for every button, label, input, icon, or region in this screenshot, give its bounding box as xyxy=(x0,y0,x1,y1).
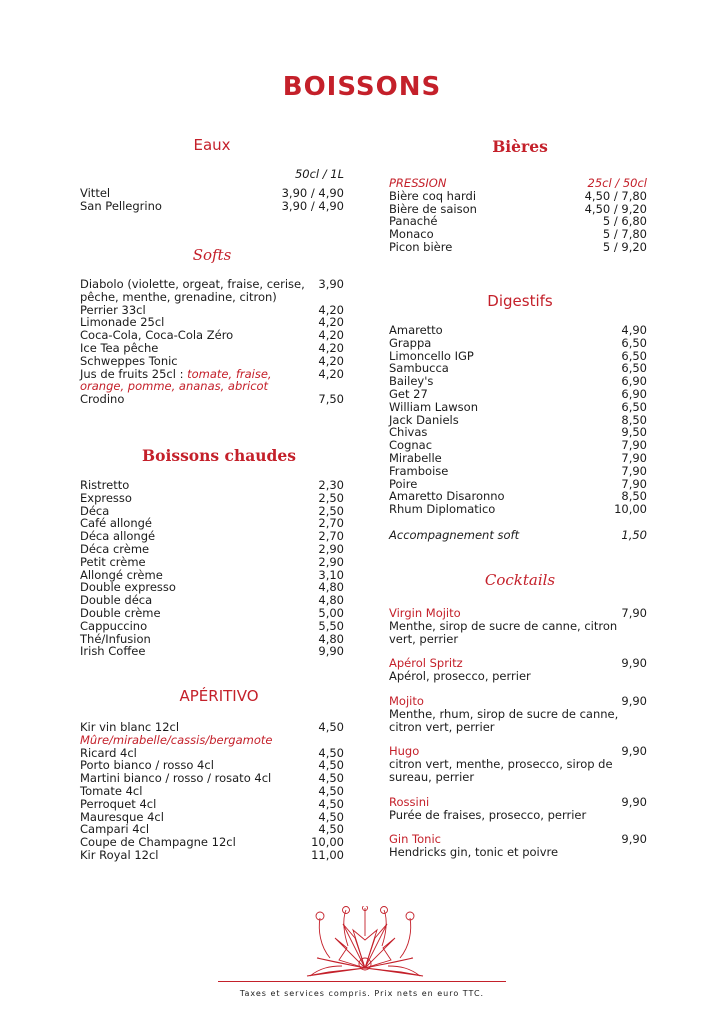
cocktail-price: 9,90 xyxy=(621,656,647,671)
eaux-size-header: 50cl / 1L xyxy=(294,167,344,181)
menu-item: Bailey's 6,90 xyxy=(389,374,647,389)
menu-item: Sambucca 6,50 xyxy=(389,361,647,376)
menu-item: Panaché 5 / 6,80 xyxy=(389,214,647,229)
menu-item: Diabolo (violette, orgeat, fraise, cerise, pêche, menthe, grenadine, citron) 3,90 xyxy=(80,277,344,304)
menu-item: Petit crème 2,90 xyxy=(80,554,344,569)
section-title-cocktails: Cocktails xyxy=(484,571,556,589)
cocktail-description: Purée de fraises, prosecco, perrier xyxy=(389,807,587,822)
menu-item: Kir vin blanc 12cl 4,50 xyxy=(80,720,344,734)
accompagnement-row: Accompagnement soft 1,50 xyxy=(389,527,647,542)
menu-item: Amaretto 4,90 xyxy=(389,323,647,337)
menu-item: Get 27 6,90 xyxy=(389,386,647,401)
cocktail-item xyxy=(389,745,647,783)
cocktail-item xyxy=(389,695,647,733)
section-title-aperitivo: APÉRITIVO xyxy=(179,687,259,705)
menu-item: Rhum Diplomatico 10,00 xyxy=(389,502,647,517)
menu-item: Ristretto 2,30 xyxy=(80,478,344,492)
cocktail-name: Hugo xyxy=(389,744,420,759)
menu-item: Vittel 3,90 / 4,90 xyxy=(80,185,344,200)
menu-item: Jack Daniels 8,50 xyxy=(389,412,647,427)
menu-item: Coca-Cola, Coca-Cola Zéro 4,20 xyxy=(80,328,344,343)
juice-flavours: tomate, fraise, orange, pomme, ananas, abricot xyxy=(80,366,272,394)
menu-item: Déca allongé 2,70 xyxy=(80,529,344,544)
section-title-boissons-chaudes: Boissons chaudes xyxy=(142,446,296,465)
menu-item: Limonade 25cl 4,20 xyxy=(80,315,344,330)
section-bieres xyxy=(389,177,647,254)
cocktail-name: Virgin Mojito xyxy=(389,606,461,620)
section-title-digestifs: Digestifs xyxy=(487,292,553,310)
menu-item: Mirabelle 7,90 xyxy=(389,450,647,465)
menu-item: Perroquet 4cl 4,50 xyxy=(80,796,344,811)
menu-item: Double déca 4,80 xyxy=(80,593,344,608)
flower-illustration xyxy=(290,906,440,982)
menu-item: Perrier 33cl 4,20 xyxy=(80,302,344,317)
cocktail-item xyxy=(389,657,647,683)
cocktail-price: 9,90 xyxy=(621,832,647,847)
menu-item: Amaretto Disaronno 8,50 xyxy=(389,489,647,504)
section-aperitivo xyxy=(80,721,344,862)
page-title: BOISSONS xyxy=(282,72,442,102)
menu-item: Bière de saison 4,50 / 9,20 xyxy=(389,201,647,216)
cocktail-name: Mojito xyxy=(389,693,424,708)
cocktail-item xyxy=(389,833,647,859)
menu-item: Bière coq hardi 4,50 / 7,80 xyxy=(389,188,647,203)
menu-item: Schweppes Tonic 4,20 xyxy=(80,353,344,368)
section-title-softs: Softs xyxy=(192,246,232,264)
menu-item: Limoncello IGP 6,50 xyxy=(389,348,647,363)
section-cocktails xyxy=(389,607,647,871)
cocktail-description: Menthe, sirop de sucre de canne, citron vert, perrier xyxy=(389,618,618,646)
section-softs xyxy=(80,278,344,406)
menu-item: Porto bianco / rosso 4cl 4,50 xyxy=(80,758,344,773)
menu-item: Allongé crème 3,10 xyxy=(80,567,344,582)
menu-item: Café allongé 2,70 xyxy=(80,516,344,531)
cocktail-item xyxy=(389,607,647,645)
menu-item: Framboise 7,90 xyxy=(389,463,647,478)
footer-note: Taxes et services compris. Prix nets en euro TTC. xyxy=(239,989,485,998)
section-digestifs xyxy=(389,324,647,542)
cocktail-name: Apérol Spritz xyxy=(389,656,463,671)
cocktail-description: citron vert, menthe, prosecco, sirop de sureau, perrier xyxy=(389,757,613,784)
menu-item: Monaco 5 / 7,80 xyxy=(389,227,647,242)
menu-item: Cappuccino 5,50 xyxy=(80,618,344,633)
menu-item: Crodino 7,50 xyxy=(80,392,344,407)
menu-item: Double crème 5,00 xyxy=(80,605,344,620)
section-boissons-chaudes xyxy=(80,479,344,658)
cocktail-price: 9,90 xyxy=(621,744,647,759)
menu-item: Irish Coffee 9,90 xyxy=(80,644,344,659)
menu-item: Ice Tea pêche 4,20 xyxy=(80,340,344,355)
menu-item: Tomate 4cl 4,50 xyxy=(80,783,344,798)
cocktail-description: Apérol, prosecco, perrier xyxy=(389,669,531,684)
eaux-header xyxy=(80,168,344,181)
menu-item: Picon bière 5 / 9,20 xyxy=(389,239,647,254)
section-eaux xyxy=(80,168,344,212)
menu-item: Martini bianco / rosso / rosato 4cl 4,50 xyxy=(80,771,344,786)
section-title-bieres: Bières xyxy=(492,137,548,156)
kir-flavours: Mûre/mirabelle/cassis/bergamote xyxy=(80,732,273,747)
cocktail-item xyxy=(389,796,647,822)
menu-item: San Pellegrino 3,90 / 4,90 xyxy=(80,198,344,213)
menu-item: Coupe de Champagne 12cl 10,00 xyxy=(80,835,344,850)
cocktail-price: 7,90 xyxy=(621,606,647,620)
footer-divider xyxy=(218,981,506,982)
menu-item: Mauresque 4cl 4,50 xyxy=(80,809,344,824)
bieres-header: PRESSION 25cl / 50cl xyxy=(389,176,647,190)
cocktail-name: Rossini xyxy=(389,794,430,809)
menu-item: Cognac 7,90 xyxy=(389,438,647,453)
menu-item: Déca crème 2,90 xyxy=(80,541,344,556)
section-title-eaux: Eaux xyxy=(193,136,231,154)
menu-item: Kir Royal 12cl 11,00 xyxy=(80,847,344,862)
cocktail-price: 9,90 xyxy=(621,794,647,809)
menu-item: Ricard 4cl 4,50 xyxy=(80,745,344,760)
menu-item: Grappa 6,50 xyxy=(389,335,647,350)
cocktail-description: Hendricks gin, tonic et poivre xyxy=(389,845,559,860)
menu-item: Déca 2,50 xyxy=(80,503,344,518)
cocktail-description: Menthe, rhum, sirop de sucre de canne, citron vert, perrier xyxy=(389,706,619,734)
menu-item: Thé/Infusion 4,80 xyxy=(80,631,344,646)
cocktail-price: 9,90 xyxy=(621,693,647,708)
menu-item: Chivas 9,50 xyxy=(389,425,647,440)
menu-item: William Lawson 6,50 xyxy=(389,399,647,414)
menu-item: Expresso 2,50 xyxy=(80,490,344,505)
menu-item: Jus de fruits 25cl : tomate, fraise, orange, pomme, ananas, abricot 4,20 xyxy=(80,366,344,394)
cocktail-name: Gin Tonic xyxy=(389,832,441,847)
menu-item: Poire 7,90 xyxy=(389,476,647,491)
menu-item: Campari 4cl 4,50 xyxy=(80,822,344,837)
menu-item: Double expresso 4,80 xyxy=(80,580,344,595)
